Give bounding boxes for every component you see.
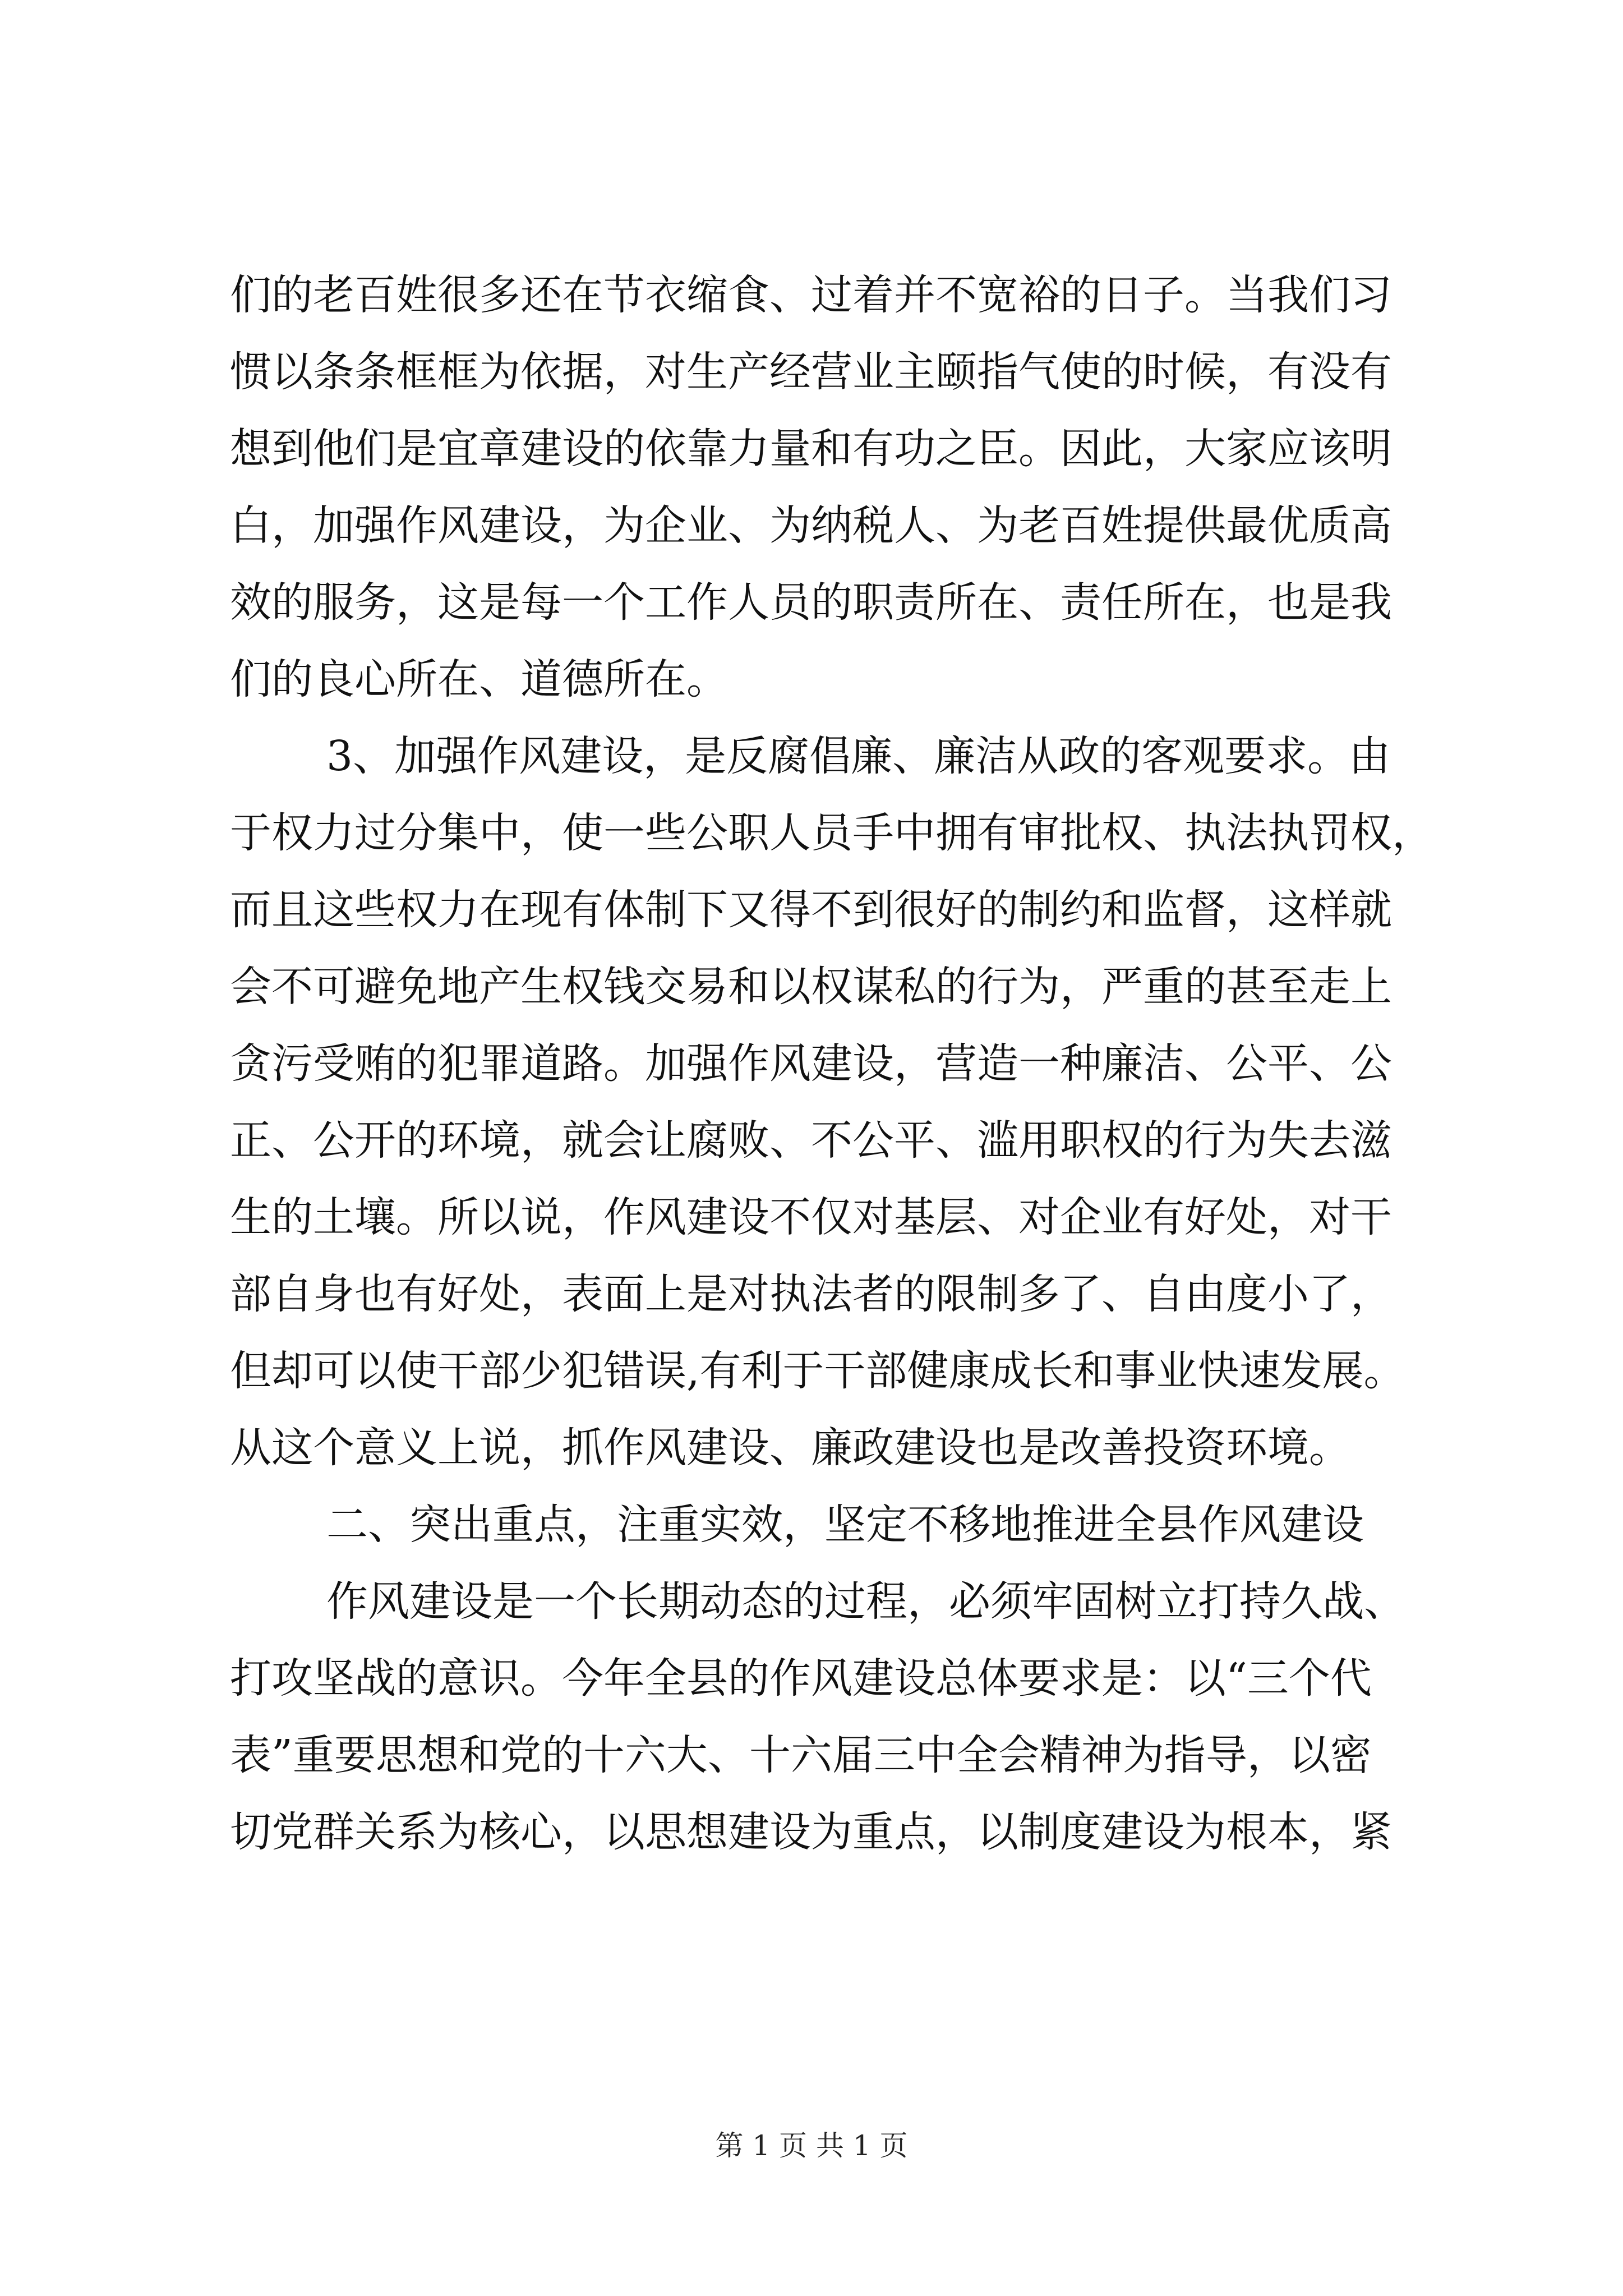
- text-line: 打攻坚战的意识。今年全县的作风建设总体要求是：以“三个代: [230, 1654, 1372, 1703]
- text-line: 正、公开的环境，就会让腐败、不公平、滥用职权的行为失去滋: [230, 1116, 1392, 1165]
- text-line: 白，加强作风建设，为企业、为纳税人、为老百姓提供最优质高: [230, 501, 1392, 550]
- paragraph-start-line: 3、加强作风建设，是反腐倡廉、廉洁从政的客观要求。由: [326, 732, 1391, 780]
- page-number-footer: 第 1 页 共 1 页: [715, 2129, 908, 2162]
- text-line: 会不可避免地产生权钱交易和以权谋私的行为，严重的甚至走上: [230, 963, 1392, 1011]
- text-line: 而且这些权力在现有体制下又得不到很好的制约和监督，这样就: [230, 886, 1392, 934]
- paragraph-start-line: 作风建设是一个长期动态的过程，必须牢固树立打持久战、: [326, 1577, 1405, 1626]
- text-line: 生的土壤。所以说，作风建设不仅对基层、对企业有好处，对干: [230, 1193, 1392, 1241]
- text-line: 贪污受贿的犯罪道路。加强作风建设，营造一种廉洁、公平、公: [230, 1039, 1392, 1088]
- text-line: 想到他们是宜章建设的依靠力量和有功之臣。因此，大家应该明: [230, 425, 1392, 473]
- text-line: 部自身也有好处，表面上是对执法者的限制多了、自由度小了，: [230, 1270, 1392, 1318]
- text-line: 们的良心所在、道德所在。: [230, 655, 728, 703]
- body-text: [230, 257, 1436, 1871]
- text-line: 从这个意义上说，抓作风建设、廉政建设也是改善投资环境。: [230, 1424, 1350, 1472]
- text-line: 效的服务，这是每一个工作人员的职责所在、责任所在，也是我: [230, 578, 1392, 627]
- text-line: 表”重要思想和党的十六大、十六届三中全会精神为指导，以密: [230, 1731, 1372, 1779]
- text-line: 惯以条条框框为依据，对生产经营业主颐指气使的时候，有没有: [230, 348, 1392, 396]
- section-heading: 二、突出重点，注重实效，坚定不移地推进全县作风建设: [326, 1501, 1364, 1549]
- text-line: 但却可以使干部少犯错误,有利于干部健康成长和事业快速发展。: [230, 1347, 1405, 1395]
- text-line: 切党群关系为核心，以思想建设为重点，以制度建设为根本，紧: [230, 1808, 1392, 1856]
- text-line: 于权力过分集中，使一些公职人员手中拥有审批权、执法执罚权，: [230, 809, 1433, 857]
- text-line: 们的老百姓很多还在节衣缩食、过着并不宽裕的日子。当我们习: [230, 271, 1392, 319]
